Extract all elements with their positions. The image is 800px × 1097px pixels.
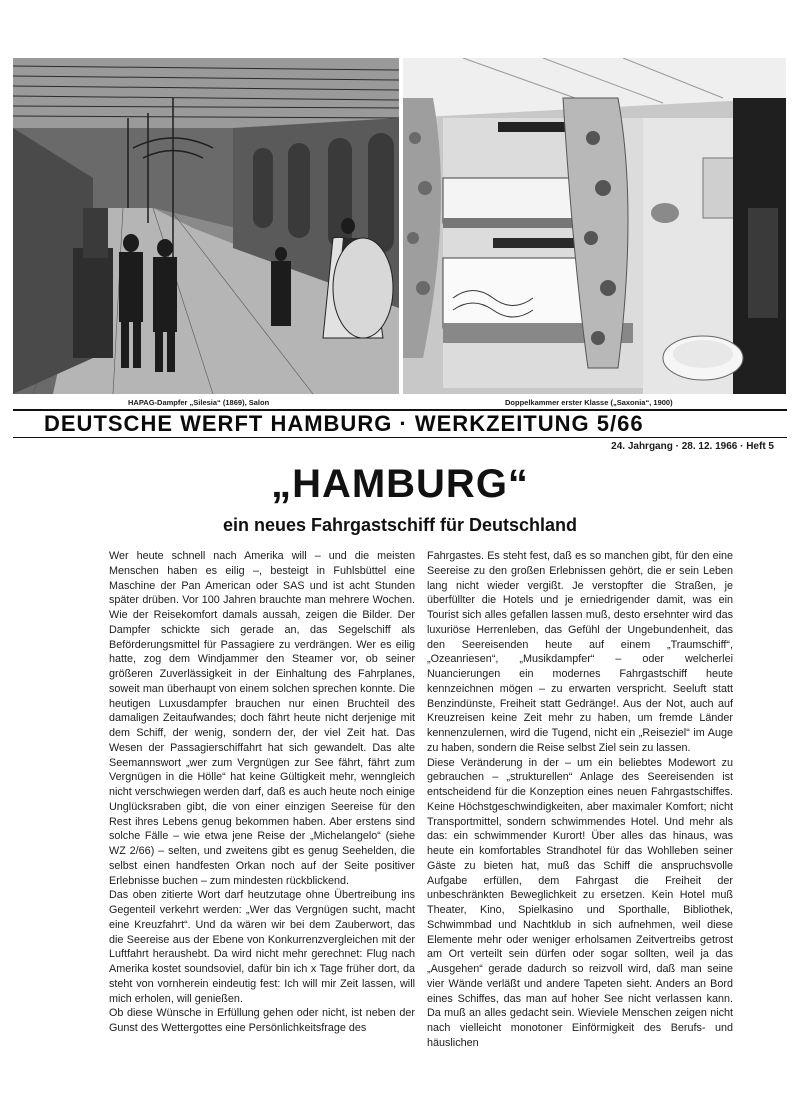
paragraph: Das oben zitierte Wort darf heutzutage ohne Übertreibung ins Gegenteil verkehrt werden: „Wer das Vergnügen sucht, macht eine Kreuzfahrt“. Und da wären wir bei dem Zauberwort, das die Seereise aus der Ebene von Konkurrenzvergleichen mit der Luftfahrt heraushebt. Da wird nicht mehr gerechnet: Flug nach Amerika kostet soundsoviel, dafür bin ich x Tage früher dort, da steht von vornherein eindeutig fest: Ich will mir Zeit lassen, will mich erholen, will genießen.: [109, 889, 415, 1005]
paragraph: Wer heute schnell nach Amerika will – und die meisten Menschen haben es eilig –, besteigt in Fuhlsbüttel eine Maschine der Pan American oder SAS und ist acht Stunden später drüben. Vor 100 Jahren brauchte man mehrere Wochen. Wie der Reisekomfort damals aussah, zeigen die Bilder. Der Dampfer schickte sich gerade an, das Segelschiff als Beförderungsmittel für Passagiere zu verdrängen. Wer es eilig hatte, zog dem Windjammer den Steamer vor, ob seiner größeren Zuverlässigkeit in der Einhaltung des Fahrplanes, soweit man überhaupt von einem solchen sprechen konnte. Die heutigen Luxusdampfer brauchen nur einen Bruchteil des damaligen Zeitaufwandes; doch fährt heute nicht derjenige mit dem Schiff, der wenig, sondern der, der viel Zeit hat. Das Wesen der Passagierschiffahrt hat sich gewandelt. Das alte Seemannswort „wer zum Vergnügen zur See fährt, fährt zum Vergnügen in die Hölle“ hat keine Gültigkeit mehr, wenngleich nicht verschwiegen werden darf, daß es auch heute noch einige Unglücksraben gibt, die von einer einzigen Seereise für den Rest ihres Lebens genug bekommen haben. Aber erstens sind solche Fälle – wie etwa jene Reise der „Michelangelo“ (siehe WZ 2/66) – selten, und zweitens gibt es genug Seehelden, die selbst einen handfesten Orkan noch auf der Seite positiver Erlebnisse buchen – zum mindesten rückblickend.: [109, 550, 415, 887]
masthead-bottom-rule: [13, 437, 787, 438]
cabin-image: [403, 58, 786, 394]
article-column-left: [109, 549, 415, 1036]
article-column-right: [427, 549, 733, 1051]
right-photo-caption: Doppelkammer erster Klasse („Saxonia“, 1900): [505, 398, 673, 407]
salon-engraving-image: [13, 58, 399, 394]
headline: „HAMBURG“: [271, 462, 529, 506]
issue-line: 24. Jahrgang · 28. 12. 1966 · Heft 5: [611, 441, 774, 452]
paragraph: Fahrgastes. Es steht fest, daß es so manchen gibt, für den eine Seereise zu den großen Erlebnissen gehört, die er sein Leben lang nicht wieder vergißt. Je verstopfter die Straßen, je überfüllter die Hotels und je erniedrigender damit, was ein Tourist sich alles gefallen lassen muß, desto ersehnter wird das luxuriöse Herrenleben, das Gefühl der Ungebundenheit, das den Seereisenden heute auf einem „Traumschiff“, „Ozeanriesen“, „Musikdampfer“ – oder welcherlei Nuancierungen ein modernes Fahrgastschiff heute kennzeichnen mögen – zu erwarten verspricht. Seeluft statt Benzindünste, Freiheit statt Gedränge!. Aus der Not, auch auf Kreuzreisen keine Zeit mehr zu haben, um fremde Länder kennenzulernen, wird die Tugend, nicht ein „Reiseziel“ im Auge zu haben, sondern die Reise selbst Ziel sein zu lassen.: [427, 550, 733, 754]
paragraph: Diese Veränderung in der – um ein beliebtes Modewort zu gebrauchen – „strukturellen“ Anlage des Seereisenden ist entscheidend für die Konzeption eines neuen Fahrgastschiffes. Keine Höchstgeschwindigkeiten, aber maximaler Komfort; nicht Transportmittel, sondern schwimmendes Hotel. Und mehr als das: ein schwimmender Kurort! Über alles das hinaus, was heute ein komfortables Strandhotel für das Wohlleben seiner Gäste zu bieten hat, muß das Schiff die anspruchsvolle Aufgabe erfüllen, dem Fahrgast die Freiheit der unbeschränkten Beweglichkeit zu ersetzen. Kein Hotel muß Theater, Kino, Spielkasino und Sporthalle, Bibliothek, Schwimmbad und Nachtklub in sich aufnehmen, weil diese Elemente mehr oder weniger erholsamen Zeitvertreibs getrost am Ort verteilt sein dürfen oder sogar sollten, weil ja das „Ausgehen“ gerade dadurch so reizvoll wird, daß man seine vier Wände verläßt und andere Tapeten sieht. Anders an Bord eines Schiffes, das man auf hoher See nicht verlassen kann. Da muß an alles gedacht sein. Wieviele Menschen zeigen nicht nach vielleicht monotoner Einförmigkeit des Berufs- und häuslichen: [427, 756, 733, 1049]
masthead: DEUTSCHE WERFT HAMBURG · WERKZEITUNG 5/66: [44, 411, 644, 436]
cabin-photo: [403, 58, 786, 394]
left-photo-caption: HAPAG-Dampfer „Silesia“ (1869), Salon: [128, 398, 270, 407]
paragraph: Ob diese Wünsche in Erfüllung gehen oder nicht, ist neben der Gunst des Wettergottes eine Persönlichkeitsfrage des: [109, 1007, 415, 1034]
subheadline: ein neues Fahrgastschiff für Deutschland: [222, 515, 578, 535]
salon-engraving-photo: [13, 58, 399, 394]
